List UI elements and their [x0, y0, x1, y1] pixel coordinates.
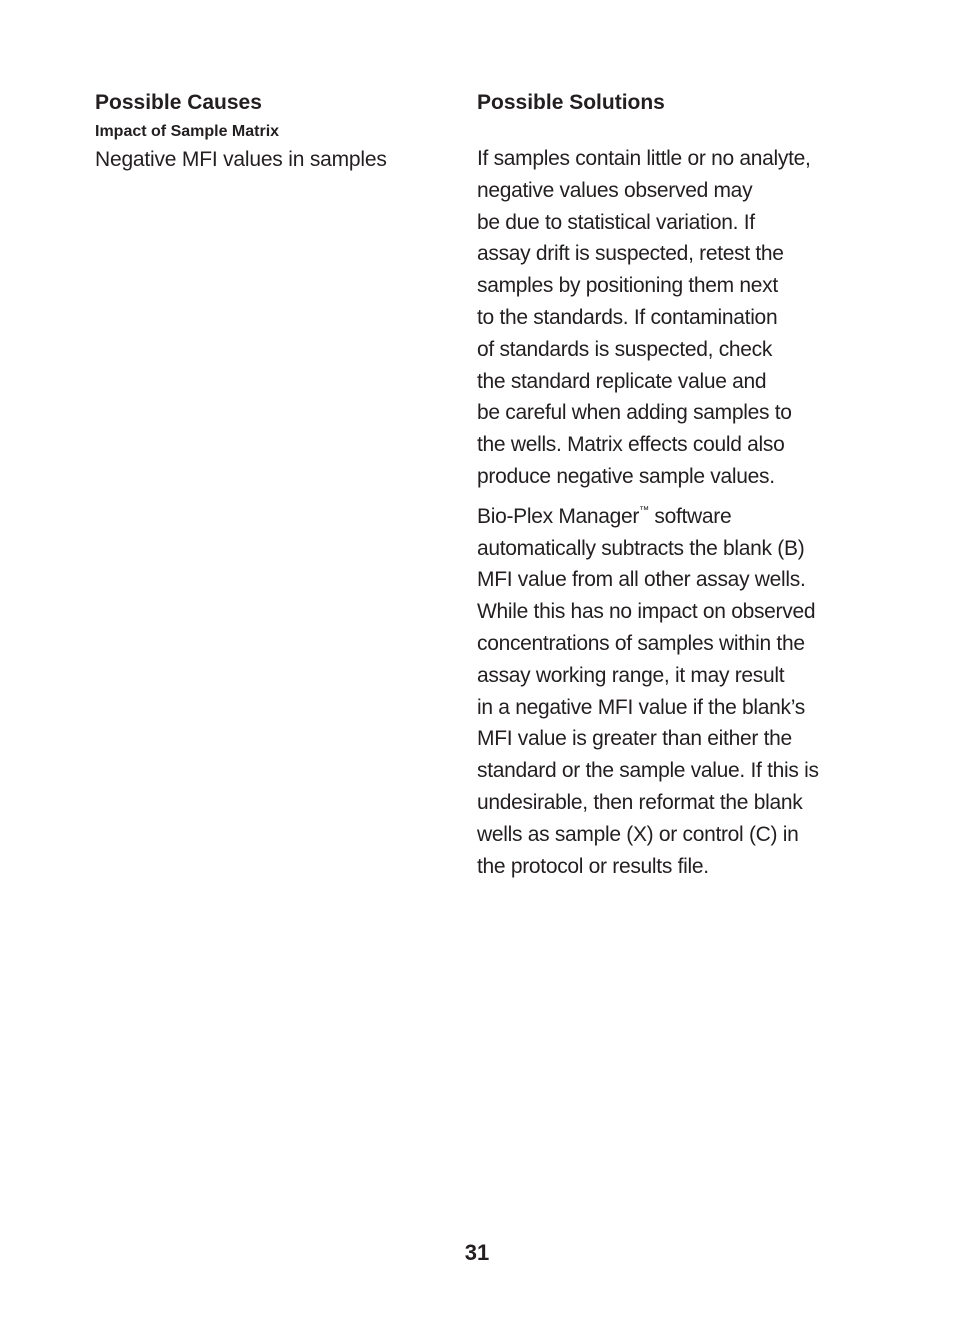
paragraph-line: concentrations of samples within the	[477, 631, 805, 655]
product-suffix: software	[648, 504, 732, 528]
solutions-column	[477, 88, 877, 882]
paragraph-line	[477, 501, 877, 533]
paragraph-line: wells as sample (X) or control (C) in	[477, 822, 799, 846]
paragraph-line: be careful when adding samples to	[477, 401, 792, 425]
paragraph-line: MFI value is greater than either the	[477, 727, 792, 751]
paragraph-line: the standard replicate value and	[477, 369, 767, 393]
paragraph-line: undesirable, then reformat the blank	[477, 790, 803, 814]
causes-heading: Possible Causes	[95, 91, 262, 114]
paragraph-line: produce negative sample values.	[477, 464, 775, 488]
solutions-heading: Possible Solutions	[477, 91, 665, 114]
paragraph-line: If samples contain little or no analyte,	[477, 147, 811, 170]
causes-subheading: Impact of Sample Matrix	[95, 123, 280, 140]
paragraph-line: MFI value from all other assay wells.	[477, 568, 806, 592]
paragraph-line: samples by positioning them next	[477, 274, 778, 298]
paragraph-line: assay drift is suspected, retest the	[477, 242, 784, 266]
solution-paragraph-2	[477, 501, 877, 883]
paragraph-line: While this has no impact on observed	[477, 600, 816, 624]
paragraph-line: automatically subtracts the blank (B)	[477, 536, 805, 560]
paragraph-line: standard or the sample value. If this is	[477, 759, 819, 783]
paragraph-line: be due to statistical variation. If	[477, 210, 755, 234]
paragraph-line: in a negative MFI value if the blank’s	[477, 695, 805, 719]
paragraph-line: negative values observed may	[477, 178, 753, 202]
paragraph-line: the wells. Matrix effects could also	[477, 433, 785, 457]
paragraph-line: assay working range, it may result	[477, 663, 785, 687]
product-name: Bio-Plex Manager	[477, 504, 640, 528]
solution-paragraph-1	[477, 143, 877, 493]
paragraph-line: of standards is suspected, check	[477, 337, 773, 361]
page-number: 31	[464, 1240, 490, 1265]
paragraph-line: the protocol or results file.	[477, 854, 709, 878]
trademark-symbol: ™	[639, 504, 649, 516]
paragraph-line: to the standards. If contamination	[477, 305, 778, 329]
causes-column	[95, 88, 455, 176]
cause-item: Negative MFI values in samples	[95, 148, 387, 171]
